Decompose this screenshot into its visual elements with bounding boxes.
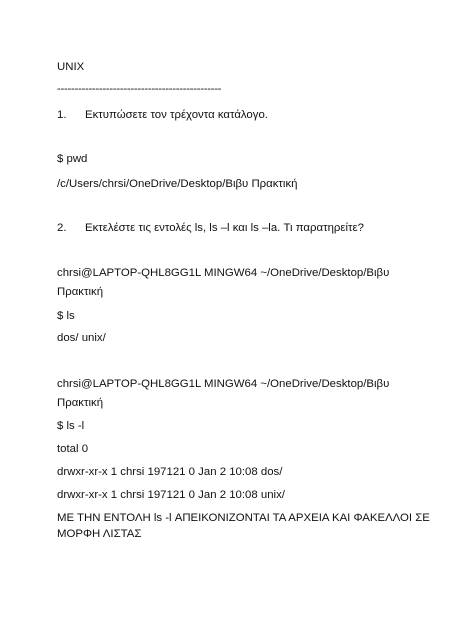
doc-title: UNIX [57, 61, 85, 73]
question-1-text: Εκτυπώσετε τον τρέχοντα κατάλογο. [85, 109, 268, 121]
prompt-2-line-2: Πρακτική [57, 397, 104, 409]
pwd-output: /c/Users/chrsi/OneDrive/Desktop/Βιβυ Πρακτική [57, 178, 298, 190]
prompt-1-line-2: Πρακτική [57, 286, 104, 298]
note-line-2: ΜΟΡΦΗ ΛΙΣΤΑΣ [57, 528, 142, 540]
prompt-2-line-1: chrsi@LAPTOP-QHL8GG1L MINGW64 ~/OneDrive/Desktop/Βιβυ [57, 378, 390, 390]
ls-output: dos/ unix/ [57, 332, 106, 344]
pwd-command: $ pwd [57, 153, 88, 165]
prompt-1-line-1: chrsi@LAPTOP-QHL8GG1L MINGW64 ~/OneDrive/Desktop/Βιβυ [57, 267, 390, 279]
question-2-number: 2. [57, 222, 67, 234]
ls-l-command: $ ls -l [57, 420, 85, 432]
question-2-text: Εκτελέστε τις εντολές ls, ls –l και ls –la. Τι παρατηρείτε? [85, 222, 364, 234]
listing-row-dos: drwxr-xr-x 1 chrsi 197121 0 Jan 2 10:08 dos/ [57, 466, 283, 478]
question-1-number: 1. [57, 109, 67, 121]
total-line: total 0 [57, 443, 89, 455]
note-line-1: ΜΕ ΤΗΝ ΕΝΤΟΛΗ ls -l ΑΠΕΙΚΟΝΙΖΟΝΤΑΙ ΤΑ ΑΡΧΕΙΑ ΚΑΙ ΦΑΚΕΛΛΟΙ ΣΕ [57, 512, 430, 524]
divider-line: ----------------------------------------------- [57, 83, 222, 95]
listing-row-unix: drwxr-xr-x 1 chrsi 197121 0 Jan 2 10:08 unix/ [57, 489, 285, 501]
ls-command: $ ls [57, 310, 75, 322]
